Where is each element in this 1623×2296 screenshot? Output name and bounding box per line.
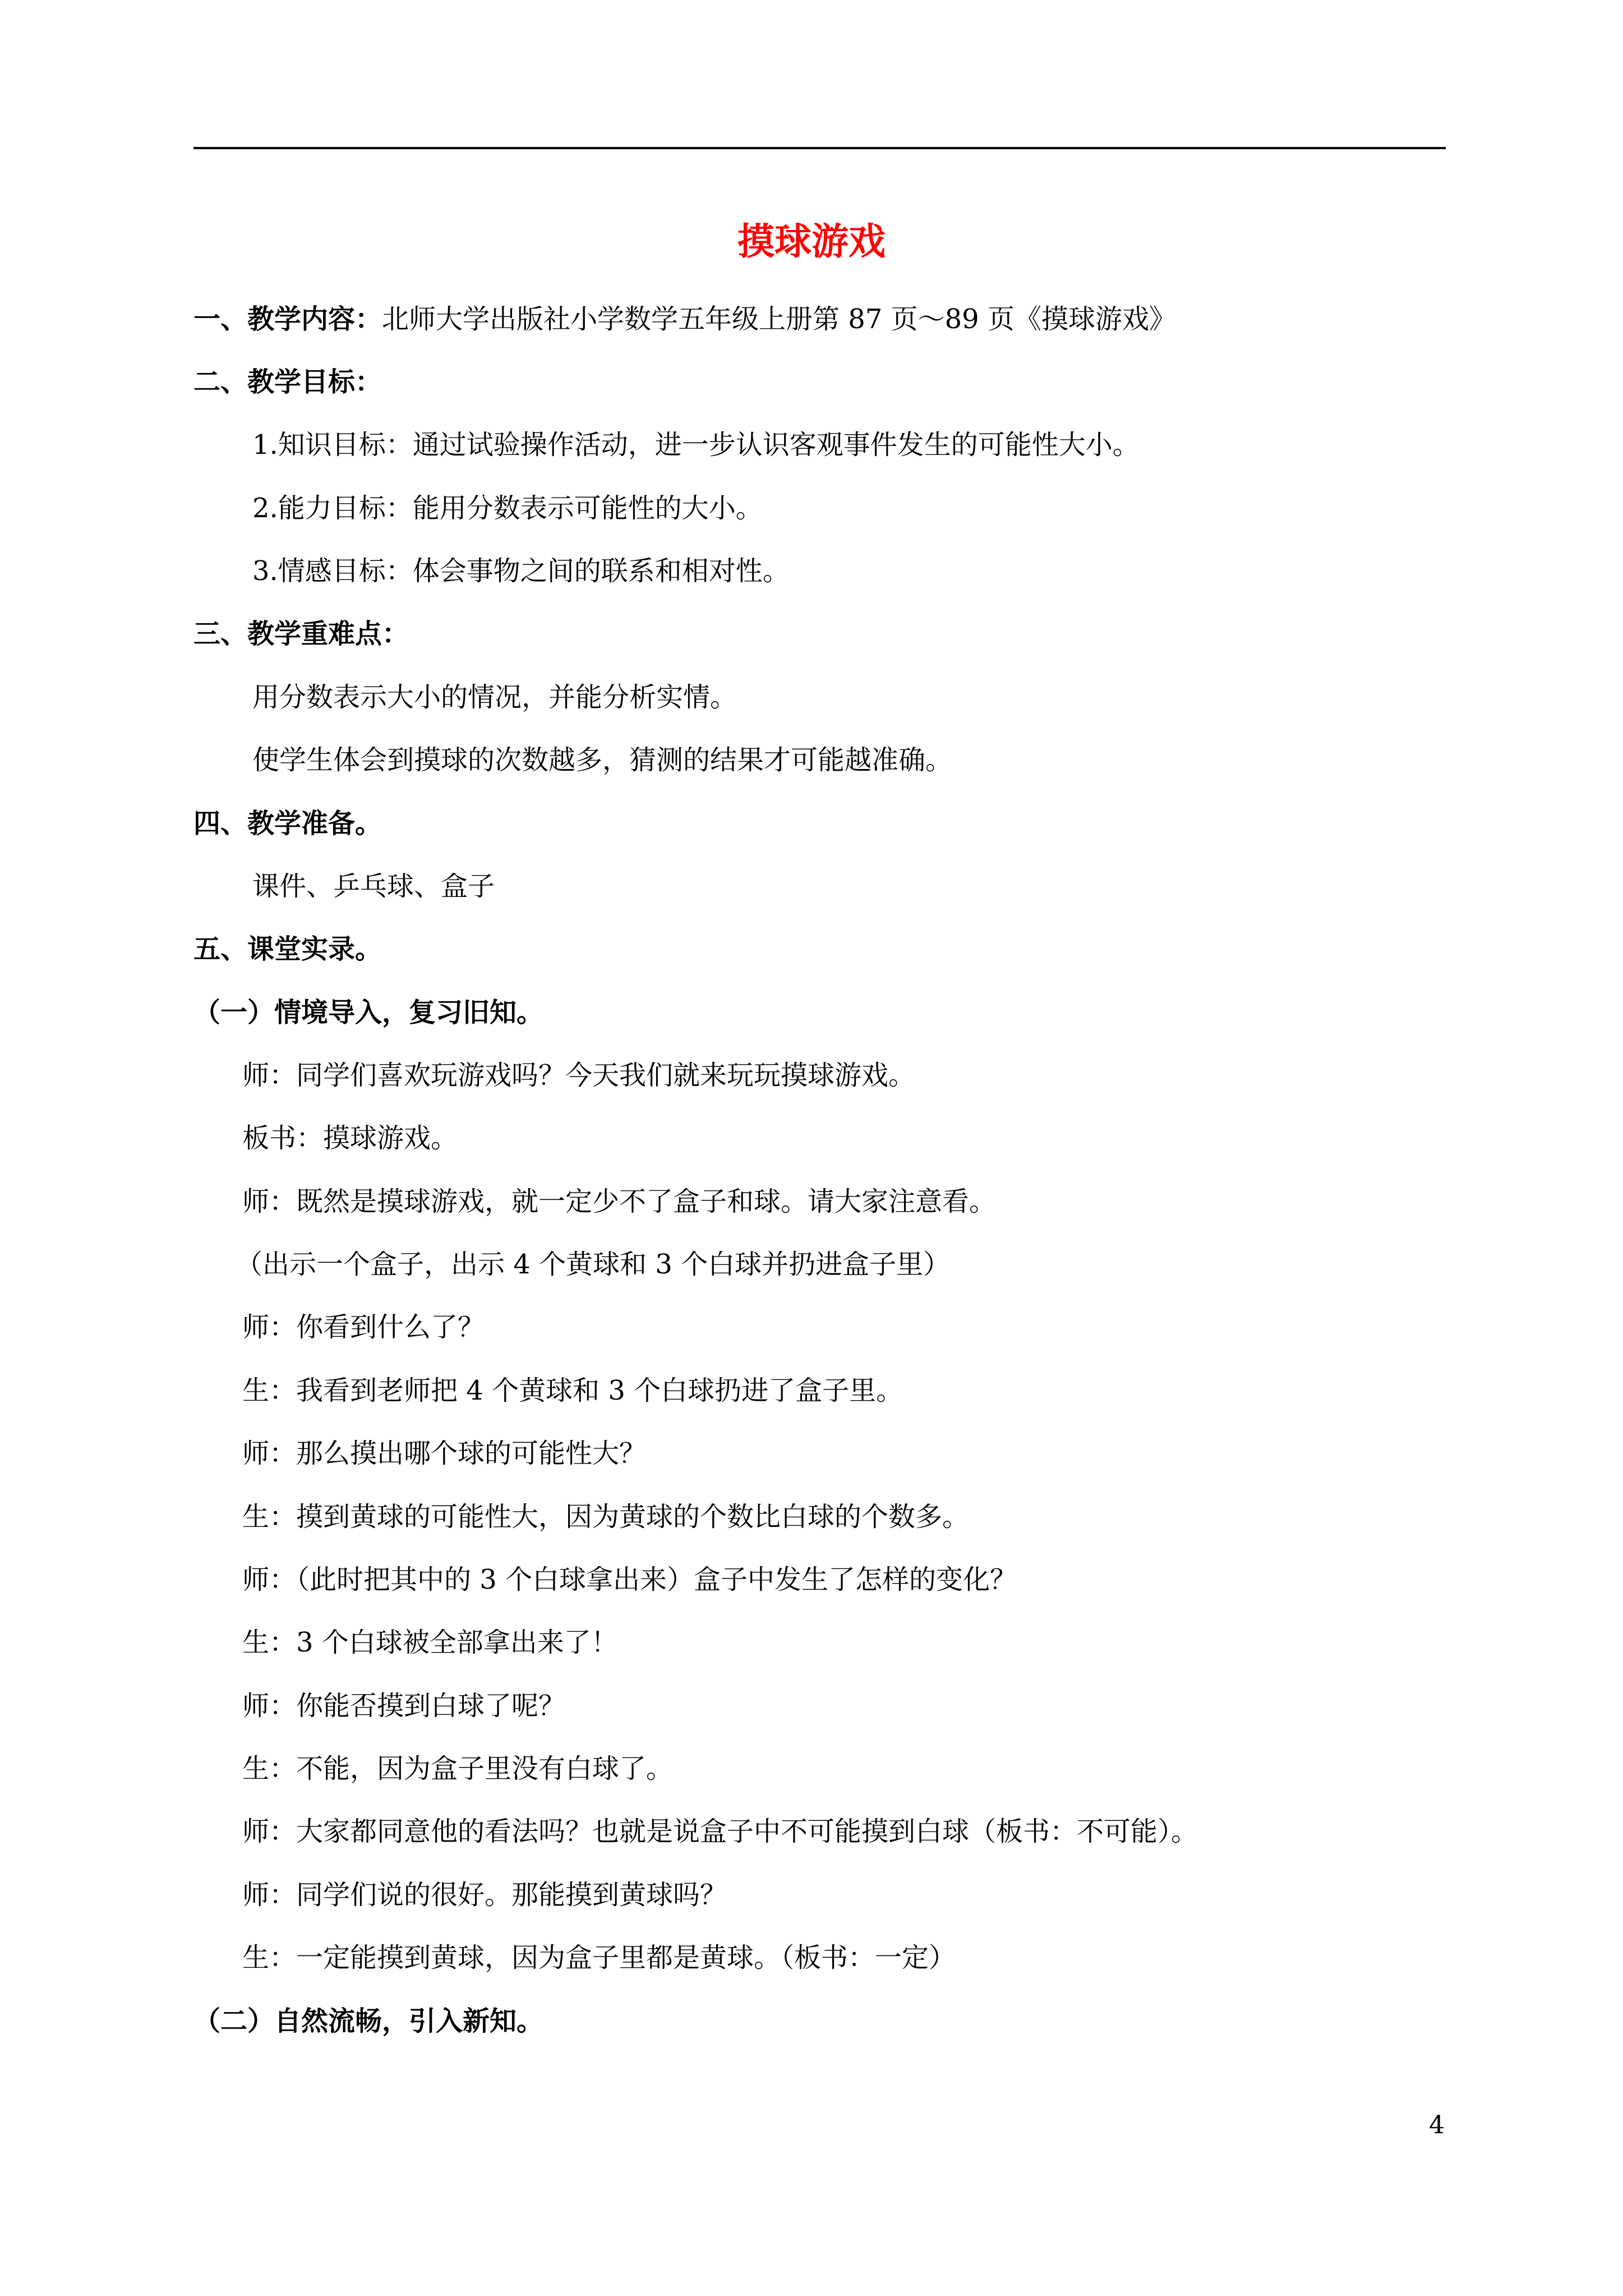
dialogue-line: 生：不能，因为盒子里没有白球了。 <box>242 1753 674 1784</box>
objective-2: 2.能力目标：能用分数表示可能性的大小。 <box>252 493 763 524</box>
section-1-heading: 一、教学内容： <box>193 303 382 335</box>
section-5-heading: 五、课堂实录。 <box>193 933 382 965</box>
section-4-heading: 四、教学准备。 <box>193 808 382 839</box>
section-1-line <box>193 299 1176 339</box>
section-3-heading: 三、教学重难点： <box>193 618 409 650</box>
dialogue-line: 板书：摸球游戏。 <box>242 1122 458 1154</box>
dialogue-line: 生：我看到老师把 4 个黄球和 3 个白球扔进了盒子里。 <box>242 1375 903 1406</box>
dialogue-line: 生：摸到黄球的可能性大，因为黄球的个数比白球的个数多。 <box>242 1501 970 1533</box>
subsection-2-heading: （二）自然流畅，引入新知。 <box>193 2005 544 2037</box>
page-number: 4 <box>1429 2111 1445 2139</box>
objective-3: 3.情感目标：体会事物之间的联系和相对性。 <box>252 555 790 587</box>
dialogue-line: 生：3 个白球被全部拿出来了！ <box>242 1627 618 1658</box>
dialogue-line: （出示一个盒子，出示 4 个黄球和 3 个白球并扔进盒子里） <box>236 1249 951 1280</box>
dialogue-line: 师：既然是摸球游戏，就一定少不了盒子和球。请大家注意看。 <box>242 1186 997 1217</box>
section-2-heading: 二、教学目标： <box>193 366 382 398</box>
key-point-2: 使学生体会到摸球的次数越多，猜测的结果才可能越准确。 <box>252 744 953 776</box>
key-point-1: 用分数表示大小的情况，并能分析实情。 <box>252 682 737 713</box>
dialogue-line: 师：同学们说的很好。那能摸到黄球吗？ <box>242 1879 727 1911</box>
dialogue-line: 生：一定能摸到黄球，因为盒子里都是黄球。（板书：一定） <box>242 1942 956 1973</box>
dialogue-line: 师：（此时把其中的 3 个白球拿出来）盒子中发生了怎样的变化？ <box>242 1564 1017 1595</box>
dialogue-line: 师：同学们喜欢玩游戏吗？今天我们就来玩玩摸球游戏。 <box>242 1060 916 1091</box>
section-1-content: 北师大学出版社小学数学五年级上册第 87 页～89 页《摸球游戏》 <box>382 303 1176 335</box>
document-title: 摸球游戏 <box>737 219 886 263</box>
subsection-1-heading: （一）情境导入，复习旧知。 <box>193 997 544 1028</box>
materials-list: 课件、乒乓球、盒子 <box>252 871 495 902</box>
dialogue-line: 师：大家都同意他的看法吗？也就是说盒子中不可能摸到白球（板书：不可能）。 <box>242 1816 1198 1847</box>
objective-1: 1.知识目标：通过试验操作活动，进一步认识客观事件发生的可能性大小。 <box>252 429 1140 461</box>
dialogue-line: 师：你看到什么了？ <box>242 1312 485 1343</box>
dialogue-line: 师：你能否摸到白球了呢？ <box>242 1690 566 1722</box>
dialogue-line: 师：那么摸出哪个球的可能性大？ <box>242 1438 647 1469</box>
